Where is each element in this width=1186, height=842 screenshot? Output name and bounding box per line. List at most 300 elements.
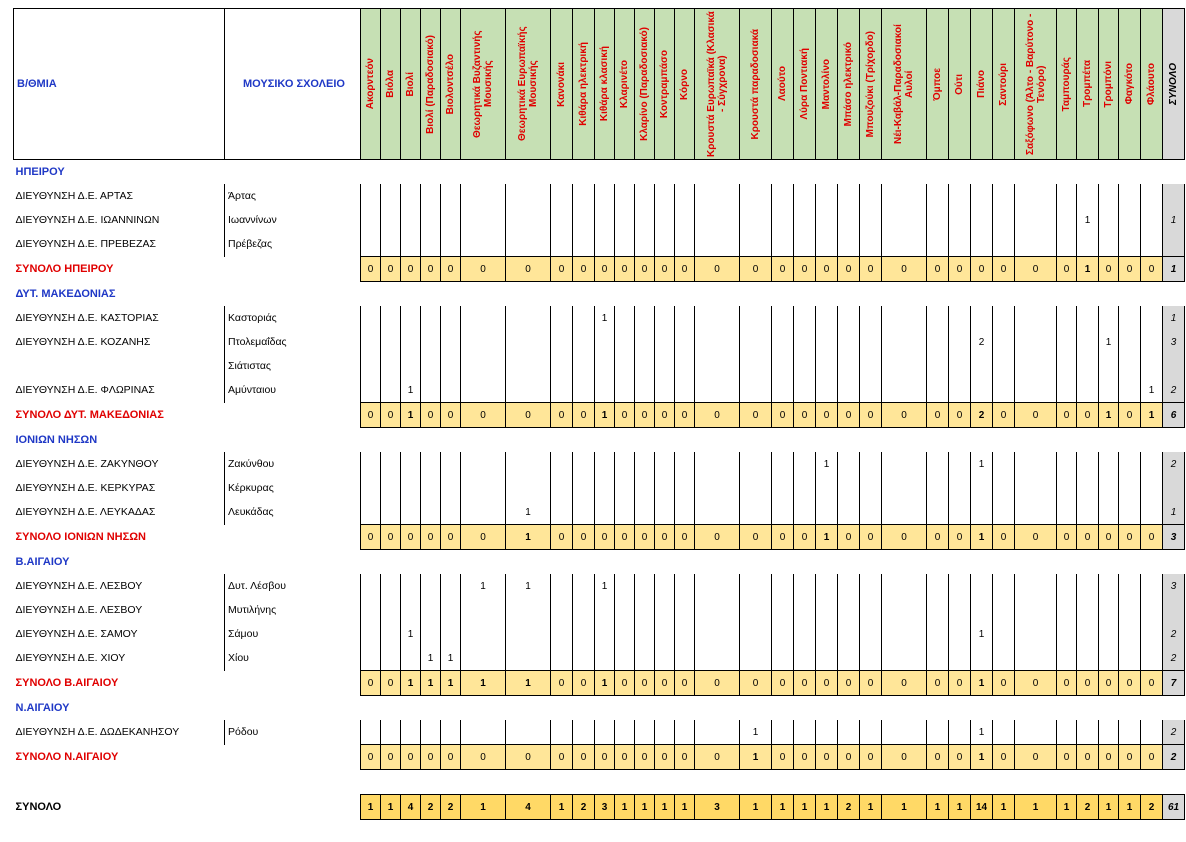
value-cell[interactable] bbox=[772, 500, 794, 525]
subtotal-cell[interactable]: 0 bbox=[1057, 745, 1077, 770]
value-cell[interactable] bbox=[675, 452, 695, 476]
subtotal-cell[interactable]: 0 bbox=[949, 525, 971, 550]
subtotal-cell[interactable]: 0 bbox=[441, 525, 461, 550]
value-cell[interactable] bbox=[794, 306, 816, 330]
school-name[interactable]: Σάμου bbox=[225, 622, 361, 646]
value-cell[interactable] bbox=[1077, 476, 1099, 500]
value-cell[interactable] bbox=[1057, 354, 1077, 378]
value-cell[interactable] bbox=[461, 354, 506, 378]
value-cell[interactable] bbox=[971, 476, 993, 500]
value-cell[interactable] bbox=[573, 378, 595, 403]
subtotal-label[interactable]: ΣΥΝΟΛΟ ΙΟΝΙΩΝ ΝΗΣΩΝ bbox=[14, 525, 225, 550]
value-cell[interactable] bbox=[441, 598, 461, 622]
grand-total-cell[interactable]: 2 bbox=[421, 795, 441, 820]
value-cell[interactable] bbox=[695, 232, 740, 257]
value-cell[interactable] bbox=[635, 500, 655, 525]
subtotal-cell[interactable]: 1 bbox=[971, 671, 993, 696]
value-cell[interactable] bbox=[1141, 452, 1163, 476]
subtotal-cell[interactable]: 1 bbox=[441, 671, 461, 696]
value-cell[interactable] bbox=[595, 500, 615, 525]
value-cell[interactable] bbox=[1077, 232, 1099, 257]
value-cell[interactable] bbox=[401, 574, 421, 598]
value-cell[interactable] bbox=[794, 622, 816, 646]
subtotal-cell[interactable]: 0 bbox=[838, 671, 860, 696]
subtotal-cell[interactable]: 0 bbox=[1077, 745, 1099, 770]
value-cell[interactable] bbox=[971, 354, 993, 378]
value-cell[interactable] bbox=[971, 646, 993, 671]
subtotal-cell[interactable]: 0 bbox=[401, 745, 421, 770]
region-name[interactable]: Ν.ΑΙΓΑΙΟΥ bbox=[15, 702, 70, 714]
value-cell[interactable] bbox=[927, 574, 949, 598]
subtotal-label[interactable]: ΣΥΝΟΛΟ Β.ΑΙΓΑΙΟΥ bbox=[14, 671, 225, 696]
subtotal-cell[interactable]: 0 bbox=[1141, 525, 1163, 550]
value-cell[interactable] bbox=[882, 378, 927, 403]
value-cell[interactable] bbox=[1077, 598, 1099, 622]
value-cell[interactable] bbox=[794, 598, 816, 622]
subtotal-cell[interactable]: 0 bbox=[695, 403, 740, 428]
value-cell[interactable] bbox=[506, 232, 551, 257]
value-cell[interactable] bbox=[1057, 232, 1077, 257]
value-cell[interactable] bbox=[993, 354, 1015, 378]
value-cell[interactable] bbox=[461, 452, 506, 476]
value-cell[interactable] bbox=[1057, 574, 1077, 598]
value-cell[interactable] bbox=[615, 646, 635, 671]
value-cell[interactable] bbox=[927, 646, 949, 671]
subtotal-cell[interactable]: 0 bbox=[573, 745, 595, 770]
value-cell[interactable] bbox=[615, 500, 635, 525]
value-cell[interactable] bbox=[461, 378, 506, 403]
value-cell[interactable] bbox=[401, 646, 421, 671]
grand-total-cell[interactable]: 2 bbox=[838, 795, 860, 820]
value-cell[interactable] bbox=[882, 574, 927, 598]
value-cell[interactable] bbox=[695, 646, 740, 671]
subtotal-cell[interactable]: 0 bbox=[595, 525, 615, 550]
row-total-cell[interactable] bbox=[1163, 598, 1185, 622]
instrument-column-header[interactable] bbox=[1119, 9, 1141, 160]
value-cell[interactable] bbox=[993, 306, 1015, 330]
value-cell[interactable] bbox=[381, 598, 401, 622]
value-cell[interactable] bbox=[381, 646, 401, 671]
subtotal-cell[interactable]: 0 bbox=[361, 671, 381, 696]
value-cell[interactable] bbox=[421, 378, 441, 403]
value-cell[interactable] bbox=[421, 452, 441, 476]
subtotal-cell[interactable]: 0 bbox=[1015, 745, 1057, 770]
region-name[interactable]: Β.ΑΙΓΑΙΟΥ bbox=[15, 556, 70, 568]
value-cell[interactable] bbox=[361, 330, 381, 354]
subtotal-cell[interactable]: 0 bbox=[655, 525, 675, 550]
instrument-column-header[interactable] bbox=[1077, 9, 1099, 160]
subtotal-label[interactable]: ΣΥΝΟΛΟ Ν.ΑΙΓΑΙΟΥ bbox=[14, 745, 225, 770]
value-cell[interactable] bbox=[461, 500, 506, 525]
subtotal-cell[interactable]: 0 bbox=[1057, 403, 1077, 428]
value-cell[interactable] bbox=[1057, 184, 1077, 208]
value-cell[interactable]: 1 bbox=[506, 574, 551, 598]
value-cell[interactable] bbox=[361, 354, 381, 378]
value-cell[interactable] bbox=[816, 720, 838, 745]
subtotal-cell[interactable]: 0 bbox=[772, 403, 794, 428]
value-cell[interactable] bbox=[971, 184, 993, 208]
subtotal-cell[interactable]: 0 bbox=[381, 745, 401, 770]
value-cell[interactable] bbox=[794, 354, 816, 378]
value-cell[interactable]: 1 bbox=[1077, 208, 1099, 232]
subtotal-cell[interactable]: 1 bbox=[816, 525, 838, 550]
value-cell[interactable] bbox=[695, 354, 740, 378]
value-cell[interactable] bbox=[838, 306, 860, 330]
value-cell[interactable] bbox=[860, 378, 882, 403]
value-cell[interactable] bbox=[595, 208, 615, 232]
value-cell[interactable] bbox=[635, 574, 655, 598]
directorate-name[interactable]: ΔΙΕΥΘΥΝΣΗ Δ.Ε. ΛΕΥΚΑΔΑΣ bbox=[15, 506, 156, 519]
value-cell[interactable] bbox=[573, 646, 595, 671]
subtotal-cell[interactable]: 0 bbox=[635, 525, 655, 550]
subtotal-cell[interactable]: 0 bbox=[381, 671, 401, 696]
subtotal-cell[interactable]: 0 bbox=[361, 745, 381, 770]
value-cell[interactable] bbox=[461, 306, 506, 330]
value-cell[interactable] bbox=[675, 208, 695, 232]
value-cell[interactable] bbox=[927, 500, 949, 525]
value-cell[interactable] bbox=[1077, 646, 1099, 671]
value-cell[interactable] bbox=[1057, 208, 1077, 232]
value-cell[interactable] bbox=[381, 720, 401, 745]
value-cell[interactable] bbox=[573, 500, 595, 525]
subtotal-cell[interactable]: 0 bbox=[615, 257, 635, 282]
subtotal-cell[interactable]: 0 bbox=[1077, 671, 1099, 696]
subtotal-cell[interactable]: 0 bbox=[615, 671, 635, 696]
value-cell[interactable] bbox=[949, 720, 971, 745]
value-cell[interactable]: 1 bbox=[506, 500, 551, 525]
value-cell[interactable] bbox=[421, 476, 441, 500]
value-cell[interactable] bbox=[635, 598, 655, 622]
value-cell[interactable] bbox=[838, 208, 860, 232]
subtotal-cell[interactable]: 0 bbox=[1057, 671, 1077, 696]
subtotal-cell[interactable]: 1 bbox=[461, 671, 506, 696]
value-cell[interactable] bbox=[949, 232, 971, 257]
instrument-column-header[interactable] bbox=[971, 9, 993, 160]
value-cell[interactable] bbox=[506, 306, 551, 330]
value-cell[interactable] bbox=[838, 622, 860, 646]
value-cell[interactable] bbox=[695, 622, 740, 646]
value-cell[interactable] bbox=[740, 622, 772, 646]
value-cell[interactable] bbox=[595, 378, 615, 403]
row-total-cell[interactable]: 2 bbox=[1163, 646, 1185, 671]
value-cell[interactable] bbox=[573, 330, 595, 354]
subtotal-cell[interactable]: 0 bbox=[1141, 671, 1163, 696]
value-cell[interactable] bbox=[993, 476, 1015, 500]
subtotal-cell[interactable]: 0 bbox=[675, 403, 695, 428]
value-cell[interactable] bbox=[695, 598, 740, 622]
grand-total-cell[interactable]: 1 bbox=[1119, 795, 1141, 820]
subtotal-cell[interactable]: 0 bbox=[860, 745, 882, 770]
value-cell[interactable] bbox=[993, 378, 1015, 403]
value-cell[interactable] bbox=[401, 208, 421, 232]
grand-total-cell[interactable]: 1 bbox=[816, 795, 838, 820]
school-name[interactable]: Πτολεμαΐδας bbox=[225, 330, 361, 354]
school-name[interactable]: Σιάτιστας bbox=[225, 354, 361, 378]
value-cell[interactable] bbox=[421, 184, 441, 208]
value-cell[interactable] bbox=[740, 330, 772, 354]
subtotal-cell[interactable]: 0 bbox=[882, 671, 927, 696]
value-cell[interactable] bbox=[1099, 720, 1119, 745]
grand-total-cell[interactable]: 14 bbox=[971, 795, 993, 820]
subtotal-cell[interactable]: 0 bbox=[361, 403, 381, 428]
value-cell[interactable] bbox=[1015, 720, 1057, 745]
value-cell[interactable] bbox=[401, 354, 421, 378]
value-cell[interactable] bbox=[1015, 646, 1057, 671]
value-cell[interactable] bbox=[655, 646, 675, 671]
value-cell[interactable] bbox=[1099, 646, 1119, 671]
value-cell[interactable] bbox=[401, 452, 421, 476]
value-cell[interactable] bbox=[361, 184, 381, 208]
value-cell[interactable] bbox=[816, 354, 838, 378]
value-cell[interactable] bbox=[860, 476, 882, 500]
value-cell[interactable] bbox=[1057, 330, 1077, 354]
instrument-column-header[interactable] bbox=[595, 9, 615, 160]
value-cell[interactable] bbox=[993, 500, 1015, 525]
value-cell[interactable] bbox=[794, 378, 816, 403]
value-cell[interactable] bbox=[1099, 598, 1119, 622]
value-cell[interactable] bbox=[381, 574, 401, 598]
subtotal-cell[interactable]: 0 bbox=[381, 403, 401, 428]
subtotal-cell[interactable]: 0 bbox=[816, 745, 838, 770]
value-cell[interactable]: 1 bbox=[441, 646, 461, 671]
value-cell[interactable] bbox=[421, 598, 441, 622]
value-cell[interactable] bbox=[655, 452, 675, 476]
value-cell[interactable] bbox=[971, 598, 993, 622]
row-total-cell[interactable]: 1 bbox=[1163, 208, 1185, 232]
value-cell[interactable] bbox=[441, 330, 461, 354]
value-cell[interactable] bbox=[573, 452, 595, 476]
subtotal-cell[interactable]: 1 bbox=[506, 525, 551, 550]
value-cell[interactable] bbox=[675, 720, 695, 745]
value-cell[interactable] bbox=[421, 500, 441, 525]
value-cell[interactable] bbox=[882, 452, 927, 476]
subtotal-cell[interactable]: 0 bbox=[993, 525, 1015, 550]
value-cell[interactable] bbox=[441, 378, 461, 403]
value-cell[interactable] bbox=[461, 622, 506, 646]
value-cell[interactable] bbox=[551, 354, 573, 378]
value-cell[interactable] bbox=[1057, 646, 1077, 671]
instrument-column-header[interactable] bbox=[927, 9, 949, 160]
value-cell[interactable] bbox=[1141, 184, 1163, 208]
instrument-column-header[interactable] bbox=[695, 9, 740, 160]
subtotal-cell[interactable]: 0 bbox=[927, 403, 949, 428]
value-cell[interactable]: 1 bbox=[401, 378, 421, 403]
instrument-column-header[interactable] bbox=[421, 9, 441, 160]
instrument-column-header[interactable] bbox=[816, 9, 838, 160]
subtotal-cell[interactable]: 0 bbox=[816, 257, 838, 282]
value-cell[interactable] bbox=[1015, 378, 1057, 403]
value-cell[interactable] bbox=[816, 598, 838, 622]
value-cell[interactable] bbox=[772, 232, 794, 257]
value-cell[interactable] bbox=[1077, 184, 1099, 208]
value-cell[interactable] bbox=[1141, 476, 1163, 500]
value-cell[interactable] bbox=[615, 232, 635, 257]
value-cell[interactable] bbox=[595, 622, 615, 646]
value-cell[interactable] bbox=[551, 720, 573, 745]
value-cell[interactable] bbox=[551, 330, 573, 354]
value-cell[interactable] bbox=[441, 354, 461, 378]
instrument-column-header[interactable] bbox=[949, 9, 971, 160]
value-cell[interactable] bbox=[838, 500, 860, 525]
value-cell[interactable]: 1 bbox=[1141, 378, 1163, 403]
subtotal-cell[interactable]: 0 bbox=[794, 745, 816, 770]
value-cell[interactable] bbox=[441, 622, 461, 646]
row-total-cell[interactable]: 2 bbox=[1163, 720, 1185, 745]
value-cell[interactable] bbox=[882, 306, 927, 330]
subtotal-cell[interactable]: 0 bbox=[1099, 257, 1119, 282]
value-cell[interactable] bbox=[655, 720, 675, 745]
value-cell[interactable] bbox=[695, 476, 740, 500]
value-cell[interactable] bbox=[949, 354, 971, 378]
value-cell[interactable] bbox=[381, 232, 401, 257]
value-cell[interactable] bbox=[506, 452, 551, 476]
value-cell[interactable] bbox=[1015, 330, 1057, 354]
value-cell[interactable] bbox=[1119, 646, 1141, 671]
value-cell[interactable] bbox=[655, 500, 675, 525]
subtotal-cell[interactable]: 0 bbox=[441, 403, 461, 428]
value-cell[interactable] bbox=[949, 452, 971, 476]
value-cell[interactable] bbox=[573, 208, 595, 232]
school-name[interactable]: Πρέβεζας bbox=[225, 232, 361, 257]
value-cell[interactable]: 1 bbox=[595, 306, 615, 330]
value-cell[interactable] bbox=[655, 378, 675, 403]
value-cell[interactable] bbox=[615, 354, 635, 378]
value-cell[interactable]: 1 bbox=[740, 720, 772, 745]
value-cell[interactable] bbox=[695, 184, 740, 208]
value-cell[interactable] bbox=[461, 598, 506, 622]
value-cell[interactable] bbox=[860, 622, 882, 646]
subtotal-cell[interactable]: 0 bbox=[949, 403, 971, 428]
value-cell[interactable] bbox=[615, 598, 635, 622]
value-cell[interactable] bbox=[1119, 306, 1141, 330]
value-cell[interactable]: 1 bbox=[421, 646, 441, 671]
value-cell[interactable] bbox=[595, 330, 615, 354]
subtotal-cell[interactable]: 0 bbox=[882, 403, 927, 428]
grand-total-cell[interactable]: 2 bbox=[573, 795, 595, 820]
subtotal-cell[interactable]: 1 bbox=[740, 745, 772, 770]
value-cell[interactable] bbox=[1119, 598, 1141, 622]
subtotal-cell[interactable]: 0 bbox=[573, 525, 595, 550]
value-cell[interactable] bbox=[971, 306, 993, 330]
grand-total-cell[interactable]: 1 bbox=[675, 795, 695, 820]
value-cell[interactable] bbox=[1077, 452, 1099, 476]
subtotal-cell[interactable]: 0 bbox=[635, 671, 655, 696]
grand-total-cell[interactable]: 4 bbox=[506, 795, 551, 820]
value-cell[interactable] bbox=[573, 232, 595, 257]
value-cell[interactable] bbox=[949, 378, 971, 403]
value-cell[interactable] bbox=[860, 646, 882, 671]
instrument-column-header[interactable] bbox=[655, 9, 675, 160]
value-cell[interactable]: 1 bbox=[971, 622, 993, 646]
value-cell[interactable] bbox=[695, 574, 740, 598]
subtotal-cell[interactable]: 0 bbox=[675, 257, 695, 282]
value-cell[interactable]: 1 bbox=[401, 622, 421, 646]
subtotal-cell[interactable]: 0 bbox=[1015, 403, 1057, 428]
value-cell[interactable] bbox=[595, 476, 615, 500]
value-cell[interactable] bbox=[949, 574, 971, 598]
value-cell[interactable] bbox=[695, 330, 740, 354]
instrument-column-header[interactable] bbox=[794, 9, 816, 160]
value-cell[interactable] bbox=[551, 622, 573, 646]
directorate-name[interactable]: ΔΙΕΥΘΥΝΣΗ Δ.Ε. ΚΕΡΚΥΡΑΣ bbox=[15, 482, 156, 494]
grand-total-label[interactable]: ΣΥΝΟΛΟ bbox=[14, 795, 225, 820]
subtotal-cell[interactable]: 0 bbox=[441, 745, 461, 770]
value-cell[interactable] bbox=[615, 184, 635, 208]
value-cell[interactable] bbox=[695, 378, 740, 403]
value-cell[interactable] bbox=[927, 208, 949, 232]
value-cell[interactable] bbox=[421, 354, 441, 378]
value-cell[interactable] bbox=[461, 232, 506, 257]
value-cell[interactable] bbox=[838, 574, 860, 598]
value-cell[interactable] bbox=[993, 452, 1015, 476]
instrument-column-header[interactable] bbox=[635, 9, 655, 160]
value-cell[interactable] bbox=[361, 622, 381, 646]
value-cell[interactable] bbox=[927, 476, 949, 500]
value-cell[interactable] bbox=[1119, 330, 1141, 354]
value-cell[interactable] bbox=[695, 306, 740, 330]
grand-total-cell[interactable]: 1 bbox=[740, 795, 772, 820]
value-cell[interactable] bbox=[949, 598, 971, 622]
value-cell[interactable] bbox=[838, 184, 860, 208]
value-cell[interactable] bbox=[949, 330, 971, 354]
subtotal-cell[interactable]: 0 bbox=[655, 257, 675, 282]
value-cell[interactable] bbox=[1057, 378, 1077, 403]
value-cell[interactable] bbox=[1141, 208, 1163, 232]
value-cell[interactable] bbox=[794, 330, 816, 354]
subtotal-cell[interactable]: 0 bbox=[838, 403, 860, 428]
value-cell[interactable] bbox=[361, 378, 381, 403]
subtotal-cell[interactable]: 1 bbox=[971, 745, 993, 770]
grand-total-cell[interactable]: 1 bbox=[361, 795, 381, 820]
value-cell[interactable] bbox=[1015, 476, 1057, 500]
subtotal-cell[interactable]: 0 bbox=[506, 257, 551, 282]
grand-total-cell[interactable]: 1 bbox=[794, 795, 816, 820]
value-cell[interactable] bbox=[551, 184, 573, 208]
subtotal-cell[interactable]: 0 bbox=[381, 257, 401, 282]
value-cell[interactable] bbox=[1077, 574, 1099, 598]
instrument-column-header[interactable] bbox=[361, 9, 381, 160]
value-cell[interactable] bbox=[816, 500, 838, 525]
region-column-header[interactable]: Β/ΘΜΙΑ bbox=[14, 9, 225, 160]
instrument-column-header[interactable] bbox=[551, 9, 573, 160]
grand-total-cell[interactable]: 1 bbox=[882, 795, 927, 820]
value-cell[interactable] bbox=[1015, 598, 1057, 622]
row-total-cell[interactable]: 3 bbox=[1163, 574, 1185, 598]
value-cell[interactable] bbox=[595, 452, 615, 476]
instrument-column-header[interactable] bbox=[506, 9, 551, 160]
subtotal-cell[interactable]: 0 bbox=[927, 257, 949, 282]
value-cell[interactable] bbox=[615, 208, 635, 232]
row-total-cell[interactable]: 2 bbox=[1163, 378, 1185, 403]
subtotal-total-cell[interactable]: 7 bbox=[1163, 671, 1185, 696]
subtotal-cell[interactable]: 0 bbox=[1119, 403, 1141, 428]
value-cell[interactable] bbox=[675, 378, 695, 403]
value-cell[interactable] bbox=[506, 330, 551, 354]
directorate-name[interactable]: ΔΙΕΥΘΥΝΣΗ Δ.Ε. ΔΩΔΕΚΑΝΗΣΟΥ bbox=[15, 726, 180, 739]
value-cell[interactable] bbox=[361, 720, 381, 745]
subtotal-cell[interactable]: 0 bbox=[655, 671, 675, 696]
subtotal-cell[interactable]: 0 bbox=[772, 745, 794, 770]
value-cell[interactable] bbox=[772, 354, 794, 378]
instrument-column-header[interactable] bbox=[838, 9, 860, 160]
value-cell[interactable] bbox=[675, 354, 695, 378]
value-cell[interactable] bbox=[1099, 500, 1119, 525]
subtotal-cell[interactable]: 0 bbox=[675, 671, 695, 696]
value-cell[interactable] bbox=[838, 598, 860, 622]
value-cell[interactable] bbox=[794, 232, 816, 257]
value-cell[interactable] bbox=[1077, 720, 1099, 745]
value-cell[interactable] bbox=[882, 354, 927, 378]
